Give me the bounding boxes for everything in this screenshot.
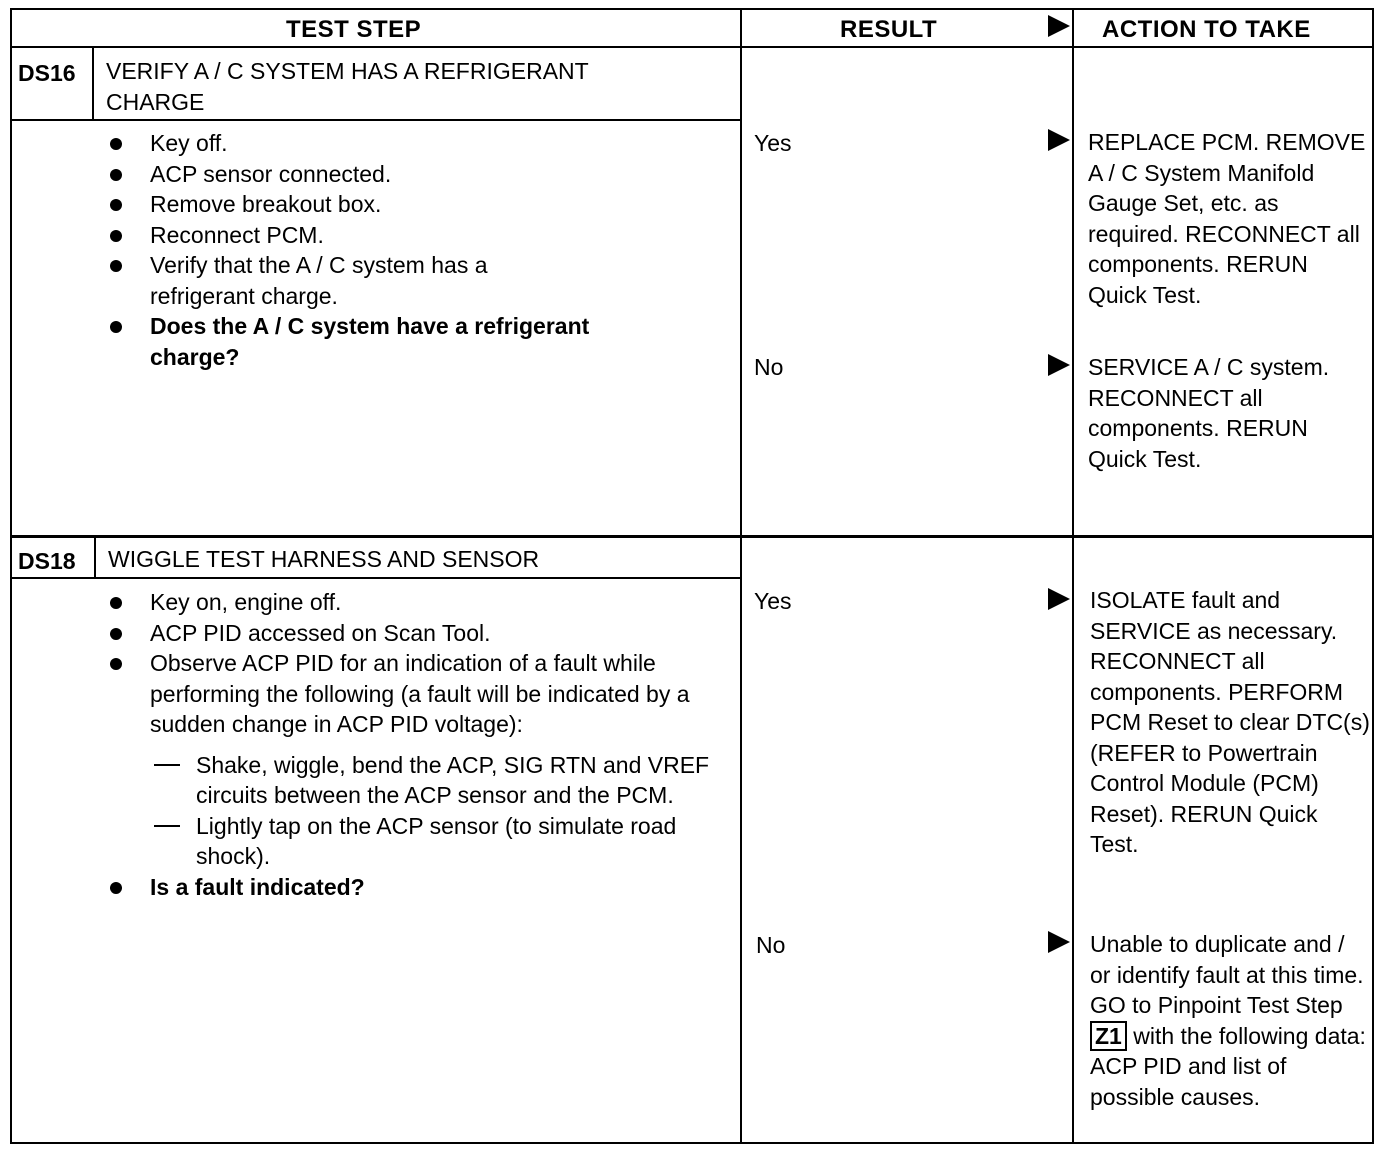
diagnostic-table xyxy=(10,8,1374,1144)
arrow-icon xyxy=(1048,931,1070,953)
step-title-underline xyxy=(10,577,741,579)
arrow-icon xyxy=(1048,129,1070,151)
column-divider xyxy=(1072,8,1074,1144)
step-title: WIGGLE TEST HARNESS AND SENSOR xyxy=(108,546,540,572)
list-item: Does the A / C system have a refrigerant charge? xyxy=(106,311,680,372)
dash-icon xyxy=(154,764,180,766)
step-bullets xyxy=(106,128,706,372)
header-result: RESULT xyxy=(840,16,938,43)
list-item: Key on, engine off. xyxy=(106,587,726,618)
bullet-icon xyxy=(110,882,122,894)
list-item: Verify that the A / C system has a refrigerant charge. xyxy=(106,250,580,311)
step-title: VERIFY A / C SYSTEM HAS A REFRIGERANT CHARGE xyxy=(106,58,589,115)
list-item: ACP sensor connected. xyxy=(106,159,706,190)
header-divider xyxy=(10,46,1372,48)
pinpoint-step-ref: Z1 xyxy=(1090,1021,1127,1051)
bullet-icon xyxy=(110,230,122,242)
list-item: Is a fault indicated? xyxy=(106,872,726,903)
list-item: Key off. xyxy=(106,128,706,159)
result-no: No xyxy=(756,932,786,958)
column-divider xyxy=(740,8,742,1144)
step-bullets xyxy=(106,587,726,902)
header-action: ACTION TO TAKE xyxy=(1102,16,1311,43)
sub-list-item: Shake, wiggle, bend the ACP, SIG RTN and VREF circuits between the ACP sensor and the PCM. xyxy=(106,750,716,811)
step-id: DS16 xyxy=(18,60,76,86)
list-item: Remove breakout box. xyxy=(106,189,706,220)
sub-list-item: Lightly tap on the ACP sensor (to simulate road shock). xyxy=(106,811,716,872)
action-text: ISOLATE fault and SERVICE as necessary. RECONNECT all components. PERFORM PCM Reset to clear DTC(s) (REFER to Powertrain Control Module (PCM) Reset). RERUN Quick Test. xyxy=(1090,587,1370,857)
bullet-icon xyxy=(110,658,122,670)
step-id-divider xyxy=(92,48,94,120)
action-text-pre: Unable to duplicate and / or identify fault at this time. GO to Pinpoint Test Step xyxy=(1090,931,1364,1018)
step-title-underline xyxy=(10,119,741,121)
action-text: REPLACE PCM. REMOVE A / C System Manifold Gauge Set, etc. as required. RECONNECT all components. RERUN Quick Test. xyxy=(1088,129,1366,308)
dash-icon xyxy=(154,825,180,827)
bullet-icon xyxy=(110,597,122,609)
bullet-icon xyxy=(110,169,122,181)
row-divider xyxy=(10,535,1372,538)
bullet-icon xyxy=(110,138,122,150)
arrow-icon xyxy=(1048,354,1070,376)
step-id: DS18 xyxy=(18,548,76,574)
bullet-icon xyxy=(110,628,122,640)
bullet-icon xyxy=(110,260,122,272)
action-text-post: with the following data: ACP PID and list of possible causes. xyxy=(1090,1022,1366,1110)
action-text xyxy=(1090,929,1370,1112)
header-test-step: TEST STEP xyxy=(286,16,422,43)
action-text: SERVICE A / C system. RECONNECT all components. RERUN Quick Test. xyxy=(1088,354,1330,472)
bullet-icon xyxy=(110,199,122,211)
arrow-icon xyxy=(1048,15,1070,37)
step-id-divider xyxy=(94,538,96,578)
list-item: ACP PID accessed on Scan Tool. xyxy=(106,618,726,649)
result-yes: Yes xyxy=(754,130,792,156)
result-yes: Yes xyxy=(754,588,792,614)
arrow-icon xyxy=(1048,588,1070,610)
result-no: No xyxy=(754,354,784,380)
list-item: Reconnect PCM. xyxy=(106,220,706,251)
bullet-icon xyxy=(110,321,122,333)
list-item: Observe ACP PID for an indication of a fault while performing the following (a fault will be indicated by a sudden change in ACP PID voltage): xyxy=(106,648,710,740)
